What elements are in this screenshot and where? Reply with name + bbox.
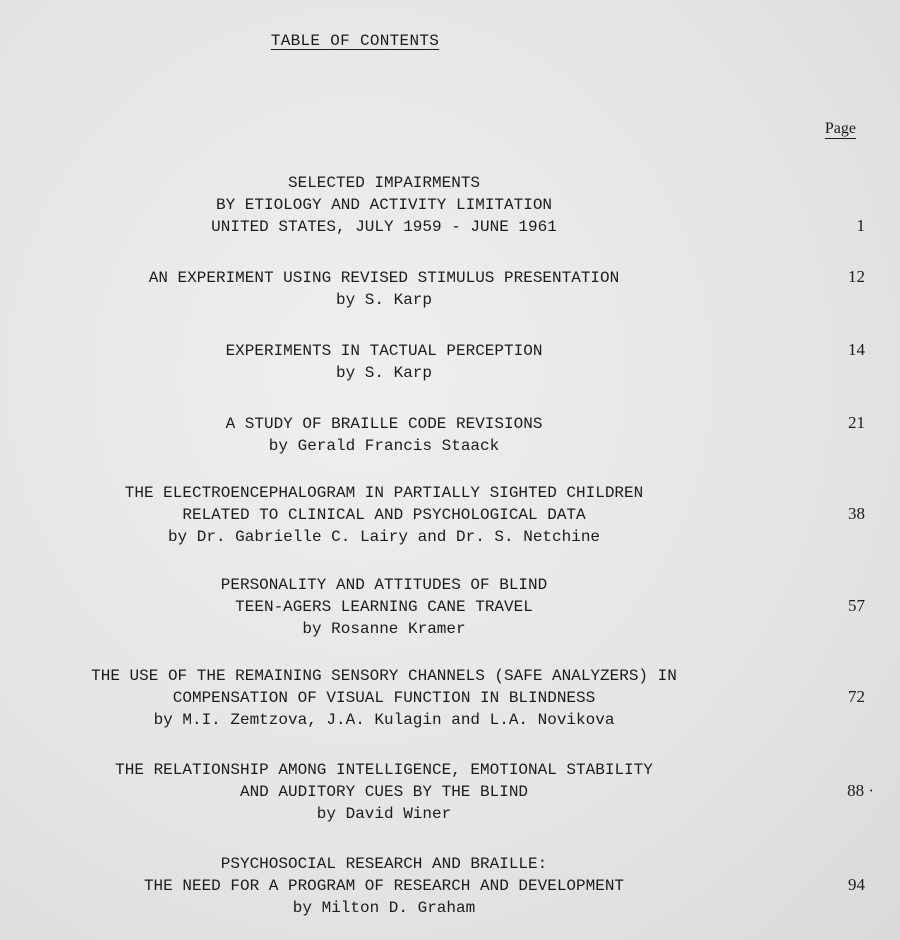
entry-page-number: 21 xyxy=(848,413,865,432)
entry-line: by S. Karp xyxy=(335,291,432,309)
entry-line: by Dr. Gabrielle C. Lairy and Dr. S. Netchine xyxy=(167,528,601,546)
toc-entry xyxy=(0,759,900,825)
entry-line: THE RELATIONSHIP AMONG INTELLIGENCE, EMOTIONAL STABILITY xyxy=(115,761,653,779)
entry-page-number: 14 xyxy=(848,340,865,359)
entry-line: by M.I. Zemtzova, J.A. Kulagin and L.A. Novikova xyxy=(153,711,615,729)
toc-entry xyxy=(0,267,900,311)
page-column-header: Page xyxy=(824,120,856,137)
entry-line: THE ELECTROENCEPHALOGRAM IN PARTIALLY SIGHTED CHILDREN xyxy=(124,484,644,502)
entry-line: by Gerald Francis Staack xyxy=(268,437,500,455)
entry-line: TEEN-AGERS LEARNING CANE TRAVEL xyxy=(235,598,533,616)
entry-line: PSYCHOSOCIAL RESEARCH AND BRAILLE: xyxy=(220,855,548,873)
toc-entry xyxy=(0,853,900,919)
entry-line: AN EXPERIMENT USING REVISED STIMULUS PRESENTATION xyxy=(148,269,620,287)
entry-line: BY ETIOLOGY AND ACTIVITY LIMITATION xyxy=(215,196,553,214)
entry-line: THE USE OF THE REMAINING SENSORY CHANNELS (SAFE ANALYZERS) IN xyxy=(91,667,677,685)
entry-line: AND AUDITORY CUES BY THE BLIND xyxy=(239,783,529,801)
entry-line: EXPERIMENTS IN TACTUAL PERCEPTION xyxy=(225,342,543,360)
entry-line: RELATED TO CLINICAL AND PSYCHOLOGICAL DATA xyxy=(182,506,586,524)
entry-page-number: 1 xyxy=(856,216,865,235)
entry-page-number: 38 xyxy=(848,504,865,523)
toc-entry xyxy=(0,340,900,384)
entry-line: PERSONALITY AND ATTITUDES OF BLIND xyxy=(220,576,548,594)
entry-line: UNITED STATES, JULY 1959 - JUNE 1961 xyxy=(211,218,557,236)
entry-line: by Rosanne Kramer xyxy=(302,620,466,638)
entry-line: by David Winer xyxy=(316,805,452,823)
entry-line: by Milton D. Graham xyxy=(292,899,476,917)
toc-title: TABLE OF CONTENTS xyxy=(270,32,440,50)
entry-page-number: 57 xyxy=(848,596,865,615)
toc-entry xyxy=(0,482,900,548)
toc-entry xyxy=(0,574,900,640)
entry-line: THE NEED FOR A PROGRAM OF RESEARCH AND DEVELOPMENT xyxy=(143,877,625,895)
toc-entry xyxy=(0,665,900,731)
entry-page-number: 12 xyxy=(848,267,865,286)
entry-line: SELECTED IMPAIRMENTS xyxy=(287,174,481,192)
toc-entry xyxy=(0,413,900,457)
entry-page-number: 72 xyxy=(848,687,865,706)
entry-line: A STUDY OF BRAILLE CODE REVISIONS xyxy=(225,415,543,433)
toc-entry xyxy=(0,172,900,238)
entry-page-number: 94 xyxy=(848,875,865,894)
entry-line: COMPENSATION OF VISUAL FUNCTION IN BLINDNESS xyxy=(172,689,596,707)
entry-page-number: 88 · xyxy=(847,781,874,800)
entry-line: by S. Karp xyxy=(335,364,432,382)
